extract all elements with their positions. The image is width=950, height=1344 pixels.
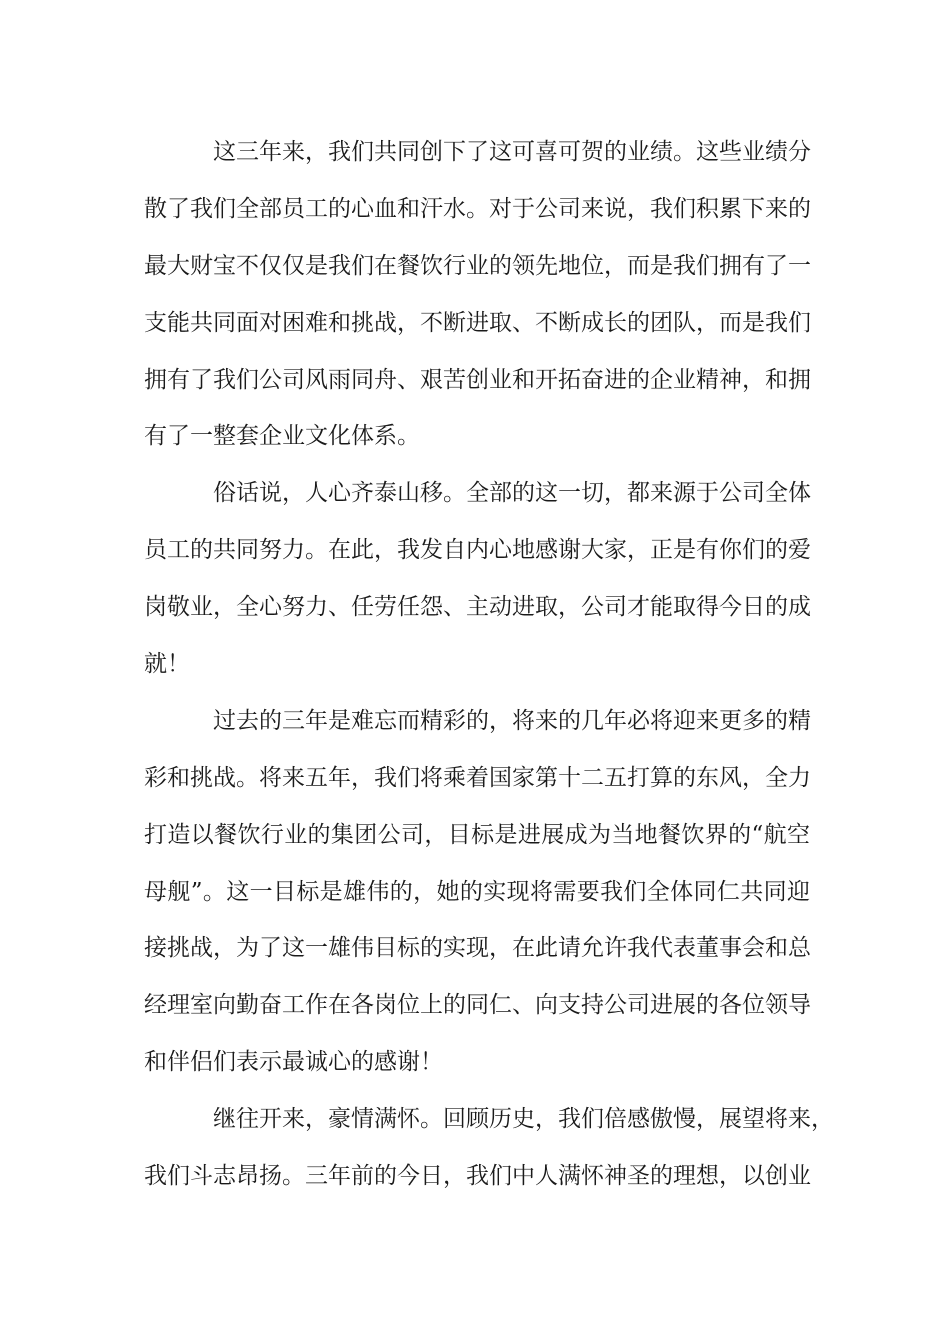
text-line: 俗话说，人心齐泰山移。全部的这一切，都来源于公司全体: [213, 480, 811, 507]
text-line: 接挑战，为了这一雄伟目标的实现，在此请允许我代表董事会和总: [144, 935, 811, 962]
text-line: 有了一整套企业文化体系。: [144, 423, 420, 450]
text-line: 打造以餐饮行业的集团公司，目标是进展成为当地餐饮界的“航空: [144, 821, 810, 848]
text-line: 就！: [144, 651, 190, 678]
text-line: 拥有了我们公司风雨同舟、艰苦创业和开拓奋进的企业精神，和拥: [144, 366, 811, 393]
text-line: 支能共同面对困难和挑战，不断进取、不断成长的团队，而是我们: [144, 309, 811, 336]
paragraph-1: [144, 124, 810, 465]
text-line: 这三年来，我们共同创下了这可喜可贺的业绩。这些业绩分: [213, 139, 811, 165]
text-line: 经理室向勤奋工作在各岗位上的同仁、向支持公司进展的各位领导: [144, 992, 811, 1019]
text-line: 我们斗志昂扬。三年前的今日，我们中人满怀神圣的理想，以创业: [144, 1163, 811, 1190]
text-line: 彩和挑战。将来五年，我们将乘着国家第十二五打算的东风，全力: [144, 764, 811, 791]
paragraph-3: [144, 693, 810, 1091]
text-line: 继往开来，豪情满怀。回顾历史，我们倍感傲慢，展望将来，: [213, 1106, 834, 1133]
text-line: 母舰”。这一目标是雄伟的，她的实现将需要我们全体同仁共同迎: [144, 878, 810, 905]
text-line: 过去的三年是难忘而精彩的，将来的几年必将迎来更多的精: [213, 707, 811, 734]
paragraph-2: [144, 465, 810, 693]
document-body: [144, 124, 834, 1205]
text-line: 岗敬业，全心努力、任劳任怨、主动进取，公司才能取得今日的成: [144, 594, 811, 621]
text-line: 和伴侣们表示最诚心的感谢！: [144, 1049, 443, 1076]
text-line: 员工的共同努力。在此，我发自内心地感谢大家，正是有你们的爱: [144, 537, 811, 564]
text-line: 最大财宝不仅仅是我们在餐饮行业的领先地位，而是我们拥有了一: [144, 252, 811, 279]
text-line: 散了我们全部员工的心血和汗水。对于公司来说，我们积累下来的: [144, 195, 811, 222]
paragraph-4: [144, 1091, 834, 1205]
